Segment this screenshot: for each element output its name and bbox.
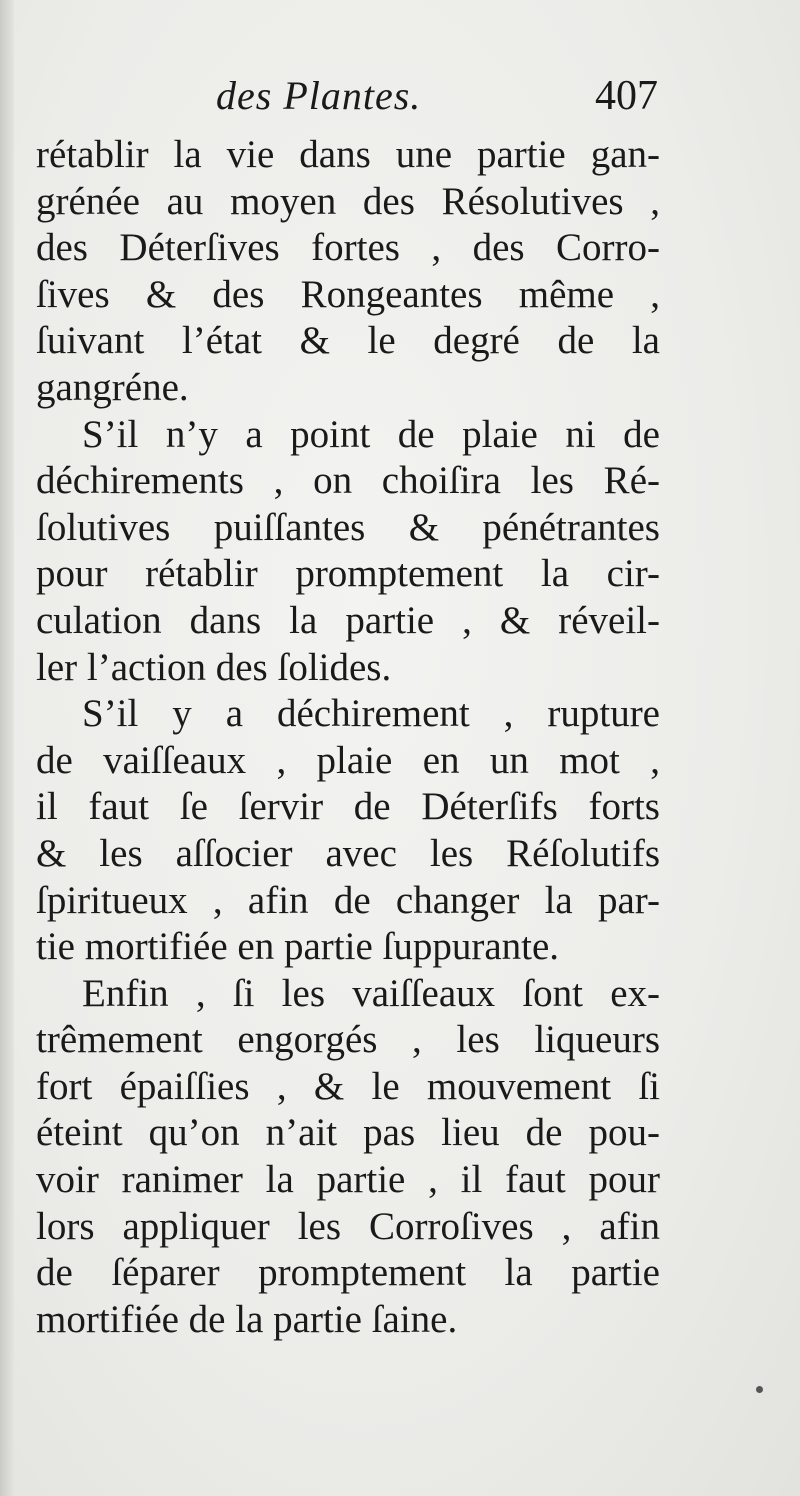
page-number: 407	[595, 73, 658, 119]
text-line: voir ranimer la partie , il faut pour	[36, 1158, 660, 1202]
paragraph-first-line: S’il n’y a point de plaie ni de	[82, 412, 660, 456]
page-header	[36, 72, 660, 132]
text-line: ſives & des Rongeantes même ,	[36, 272, 660, 316]
text-line: ſuivant l’état & le degré de la	[36, 319, 660, 363]
text-line: culation dans la partie , & réveil-	[36, 598, 660, 642]
ink-speck	[756, 1386, 763, 1393]
text-line: déchirements , on choiſira les Ré-	[36, 459, 660, 503]
text-line: pour rétablir promptement la cir-	[36, 552, 660, 596]
paragraph-first-line: S’il y a déchirement , rupture	[82, 692, 660, 736]
page-gutter-shadow	[0, 0, 14, 1496]
text-line: tie mortifiée en partie ſuppurante.	[36, 925, 560, 969]
text-line: grénée au moyen des Résolutives ,	[36, 179, 660, 223]
text-line: fort épaiſſies , & le mouvement ſi	[36, 1064, 660, 1108]
text-line: de ſéparer promptement la partie	[36, 1251, 660, 1295]
text-line: il faut ſe ſervir de Déterſifs forts	[36, 785, 660, 829]
body-text	[36, 132, 660, 1343]
text-line: des Déterſives fortes , des Corro-	[36, 226, 660, 270]
running-title: des Plantes.	[216, 73, 422, 118]
text-line: ſpiritueux , afin de changer la par-	[36, 878, 660, 922]
text-line: & les aſſocier avec les Réſolutifs	[36, 831, 660, 875]
text-line: de vaiſſeaux , plaie en un mot ,	[36, 738, 660, 782]
paragraph-first-line: Enfin , ſi les vaiſſeaux ſont ex-	[82, 971, 660, 1015]
text-line: mortifiée de la partie ſaine.	[36, 1297, 458, 1341]
text-line: gangréne.	[36, 365, 189, 409]
text-line: rétablir la vie dans une partie gan-	[36, 133, 660, 176]
text-line: lors appliquer les Corroſives , afin	[36, 1204, 660, 1248]
text-line: ſolutives puiſſantes & pénétrantes	[36, 505, 660, 549]
text-line: ler l’action des ſolides.	[36, 645, 392, 689]
text-line: éteint qu’on n’ait pas lieu de pou-	[36, 1111, 660, 1155]
text-line: trêmement engorgés , les liqueurs	[36, 1018, 660, 1062]
